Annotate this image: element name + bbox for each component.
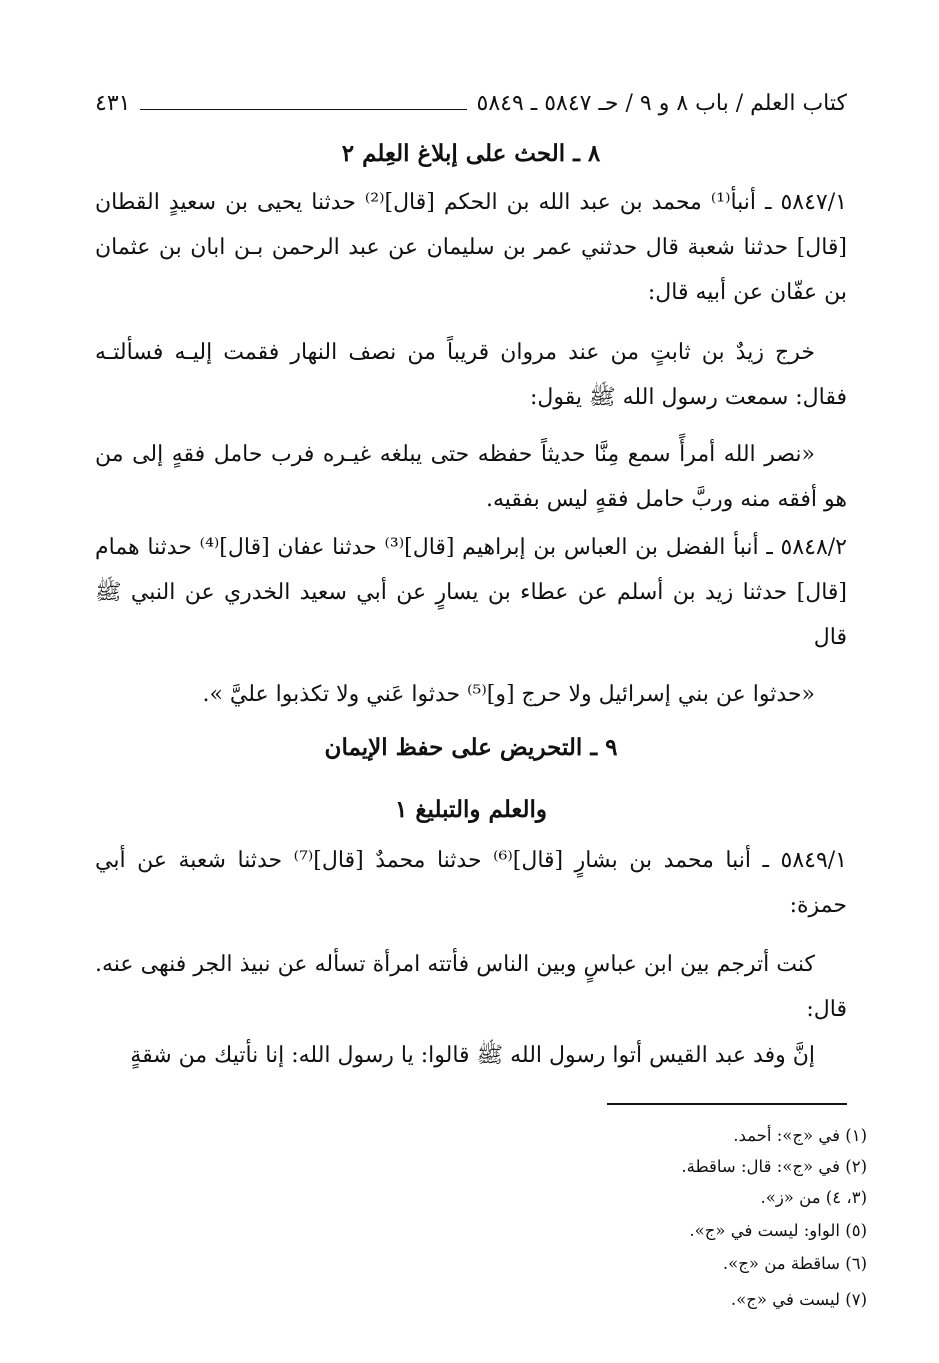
hadith-5848-text: «حدثوا عن بني إسرائيل ولا حرج [و]⁽⁵⁾ حدثوا عَني ولا تكذبوا عليَّ ».	[202, 682, 815, 707]
running-header	[95, 86, 847, 120]
section-8-heading: ٨ ـ الحث على إبلاغ العِلم ٢	[341, 140, 601, 167]
page-number: ٤٣١	[95, 90, 131, 116]
hadith-5847-narration: خرج زيدٌ بن ثابتٍ من عند مروان قريباً من نصف النهار فقمت إليـه فسألتـه فقال: سمعت رسول الله ﷺ يقول:	[95, 340, 847, 410]
hadith-5847-text: «نصر الله أمرأً سمع مِنَّا حديثاً حفظه حتى يبلغه غيـره فرب حامل فقهٍ إلى من هو أفقه منه وربَّ حامل فقهٍ ليس بفقيه.	[95, 442, 847, 512]
footnote-6: (٦) ساقطة من «ج».	[722, 1254, 867, 1273]
hadith-5847-isnad: ٥٨٤٧/١ ـ أنبأ⁽¹⁾ محمد بن عبد الله بن الحكم [قال]⁽²⁾ حدثنا يحيى بن سعيدٍ القطان [قال] حدثنا شعبة قال حدثني عمر بن سليمان عن عبد الرحمن بـن ابان بن عثمان بن عفّان عن أبيه قال:	[95, 190, 847, 305]
running-title: كتاب العلم / باب ٨ و ٩ / حـ ٥٨٤٧ ـ ٥٨٤٩	[476, 90, 847, 116]
footnote-7: (٧) ليست في «ج».	[730, 1290, 867, 1309]
header-rule	[140, 109, 466, 110]
footnote-separator	[607, 1103, 847, 1105]
hadith-5849-narration: كنت أترجم بين ابن عباسٍ وبين الناس فأتته امرأة تسأله عن نبيذ الجر فنهى عنه. قال:	[95, 952, 847, 1022]
section-9-heading: ٩ ـ التحريض على حفظ الإيمان	[324, 734, 618, 761]
footnote-1: (١) في «ج»: أحمد.	[733, 1126, 867, 1145]
hadith-5849-isnad: ٥٨٤٩/١ ـ أنبا محمد بن بشارٍ [قال]⁽⁶⁾ حدثنا محمدٌ [قال]⁽⁷⁾ حدثنا شعبة عن أبي حمزة:	[95, 848, 847, 918]
footnote-5: (٥) الواو: ليست في «ج».	[689, 1221, 867, 1240]
footnote-3-4: (٣، ٤) من «ز».	[760, 1188, 867, 1207]
hadith-5849-text: إنَّ وفد عبد القيس أتوا رسول الله ﷺ قالوا: يا رسول الله: إنا نأتيك من شقةٍ	[130, 1043, 815, 1068]
footnote-2: (٢) في «ج»: قال: ساقطة.	[681, 1157, 867, 1176]
section-9-heading-line2: والعلم والتبليغ ١	[394, 796, 548, 823]
hadith-5848-isnad: ٥٨٤٨/٢ ـ أنبأ الفضل بن العباس بن إبراهيم [قال]⁽³⁾ حدثنا عفان [قال]⁽⁴⁾ حدثنا همام [قال] حدثنا زيد بن أسلم عن عطاء بن يسارٍ عن أبي سعيد الخدري عن النبي ﷺ قال	[95, 535, 847, 650]
